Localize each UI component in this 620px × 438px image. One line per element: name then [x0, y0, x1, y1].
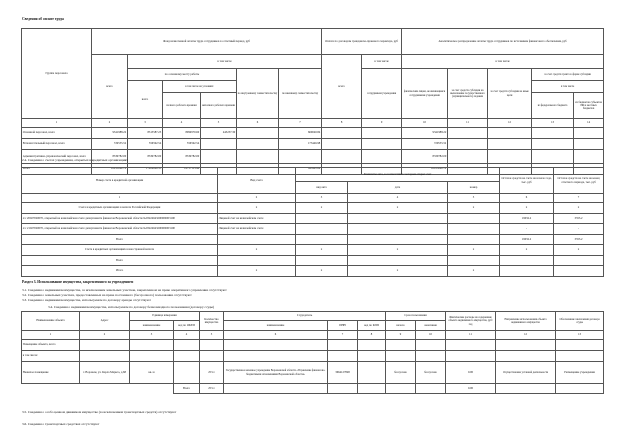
note-3-2: 3.2. Сведения о земельных участках, предоставленных на праве постоянного (бессрочного) пользования отсутствуют: [22, 293, 192, 297]
account-row: Итого х х х х: [22, 266, 604, 277]
account-name: Счета в кредитных организациях в иностранной валюте: [22, 245, 218, 256]
accounts-table: Номер счета в кредитной организации Вид счета Реквизиты акта, в соответствии с которым открыт счет Остаток средств на счете на начало года, тыс. руб Остаток средств на счете на конец отчетного периода, тыс. руб вид акта дата номер 1 2 3 4 5 6 7 Счета в кредитных организациях в валюте Российской Федерации х х х х х х л/с 20027020070, открытый на казначейском счете департамента финансов Воронежской области №03224643200000003100 Лицевой счет на казначейском счете 19032.2 3353.2 л/с 21027020070, открытый на казначейском счете департамента финансов Воронежской области №03224643200000003100 Лицевой счет на казначейском счете - - Всего 19032.2 3353.2 Счета в кредитных организациях в иностранной валюте х х х х х х Всего Итого х х х х: [21, 167, 604, 277]
account-name: Итого: [22, 266, 218, 277]
fund-header: Фонд начисленной оплаты труда сотрудников за отчетный период, руб: [92, 29, 322, 55]
account-name: Счета в кредитных организациях в валюте Российской Федерации: [22, 203, 218, 214]
account-name: л/с 21027020070, открытый на казначейском счете департамента финансов Воронежской области №03224643200000003100: [22, 224, 218, 235]
salary-table: Группа персонала Фонд начисленной оплаты труда сотрудников за отчетный период, руб Оплата по договорам гражданско-правового характера, руб Аналитическое распределение оплаты труда сотрудников по источникам финансового обеспечения, руб всего в том числе всего в том числе в том числе по основному месту работы по внутреннему совместительству по внешнему совместительству сотрудникам учреждения физическим лицам, не являющимся сотрудниками учреждения за счет средств субсидии на выполнение государственного (муниципального) задания за счет средств субсидии на иные цели за счет средств гранта в форме субсидии всего в том числе на условиях: в том числе полного рабочего времени неполного рабочего времени из федерального бюджета из бюджетов субъектов РФ и местных бюджетов 1 2 3 4 5 6 7 8 9 10 11 12 13 14 Основной персонал, всего 9341988.22 8315587.25 8099970.60 445237.30 669040.84 9341988.22 Вспомогательный персонал, всего 729555.52 556592.54 556592.54 173446.98 729555.52 Административно-управленческий персонал, всего 8339782.00 8339782.00 8339782.00 8339782.00 Итого 18015242.70 17209660.33 16737115.44 843461.89 18015242.70: [21, 28, 604, 175]
salary-section-title: Сведения об оплате труда: [22, 17, 64, 21]
account-row: Счета в кредитных организациях в иностранной валюте х х х х х х: [22, 245, 604, 256]
note-3-3: 3.3. Сведения о недвижимом имуществе, используемом по договору аренды отсутствуют: [22, 298, 151, 302]
property-section-title: Раздел 3. Использование имущества, закрепленного за учреждением: [22, 280, 134, 284]
account-row: л/с 21027020070, открытый на казначейском счете департамента финансов Воронежской области №03224643200000003100 Лицевой счет на казначейском счете - -: [22, 224, 604, 235]
group-name: Вспомогательный персонал, всего: [22, 139, 92, 150]
account-name: Всего: [22, 255, 218, 266]
salary-row: Основной персонал, всего 9341988.22 8315587.25 8099970.60 445237.30 669040.84 9341988.22: [22, 128, 604, 139]
salary-row: Итого 18015242.70 17209660.33 16737115.44 843461.89 18015242.70: [22, 164, 604, 175]
loan-table: Наименование объекта Адрес Единица измерения Количество имущества Ссудодатель Срок пользования Фактические расходы на содержание объекта недвижимого имущества, руб/год Направление использования объекта недвижимого имущества Обоснование заключения договора ссуды наименование код по ОКЕИ наименование ИНН код по КПП начало окончание 1 2 3 4 5 6 7 8 9 10 11 12 13 Помещение объекта, всего в том числе: Нежилое помещение г. Воронеж, ул. Карла Маркса, д.68 кв. м 253.1 Государственное казенное учреждение Воронежской области «Управление финансово-бюджетными отношениями Воронежской области» 3664127848 бессрочно бессрочно 0.00 Осуществление уставной деятельности Размещение учреждения Всего 253.1 0.00: [21, 311, 604, 394]
salary-row: Вспомогательный персонал, всего 729555.52 556592.54 556592.54 173446.98 729555.52: [22, 139, 604, 150]
note-3-5: 3.5. Сведения о особо ценном движимом имуществе (за исключением транспортных средств) отсутствуют: [22, 410, 177, 414]
account-row: Счета в кредитных организациях в валюте Российской Федерации х х х х х х: [22, 203, 604, 214]
note-3-1: 3.1. Сведения о недвижимом имуществе, за исключением земельных участков, закрепленном на праве оперативного управления отсутствуют: [22, 288, 227, 292]
accounts-section-title: 2.4. Сведения о счетах учреждения, открытых в кредитных организациях: [22, 158, 128, 162]
account-row: л/с 20027020070, открытый на казначейском счете департамента финансов Воронежской области №03224643200000003100 Лицевой счет на казначейском счете 19032.2 3353.2: [22, 213, 604, 224]
loan-table-caption: 3.4. Сведения о недвижимом имуществе, используемом по договору безвозмездного пользования (договору ссуды): [48, 305, 215, 309]
group-name: Административно-управленческий персонал, всего: [22, 150, 92, 164]
note-3-6: 3.6. Сведения о транспортных средствах отсутствуют: [22, 422, 100, 426]
account-header: Номер счета в кредитной организации: [22, 168, 218, 194]
account-name: л/с 20027020070, открытый на казначейском счете департамента финансов Воронежской области №03224643200000003100: [22, 213, 218, 224]
group-name: Основной персонал, всего: [22, 128, 92, 139]
account-name: Всего: [22, 234, 218, 245]
column-numbers-row: 1 2 3 4 5 6 7 8 9 10 11 12 13 14: [22, 119, 604, 128]
loan-total-row: Всего 253.1 0.00: [22, 384, 604, 394]
salary-row: Административно-управленческий персонал, всего 8339782.00 8339782.00 8339782.00 8339782.00: [22, 150, 604, 164]
group-header: Группа персонала: [22, 29, 92, 119]
account-row: Всего 19032.2 3353.2: [22, 234, 604, 245]
group-name: Итого: [22, 164, 92, 175]
account-row: [22, 255, 604, 266]
loan-row: Нежилое помещение г. Воронеж, ул. Карла Маркса, д.68 кв. м 253.1 Государственное казенное учреждение Воронежской области «Управление финансово-бюджетными отношениями Воронежской области» 3664127848 бессрочно бессрочно 0.00 Осуществление уставной деятельности Размещение учреждения: [22, 362, 604, 384]
analytic-header: Аналитическое распределение оплаты труда сотрудников по источникам финансового обеспечения, руб: [402, 29, 604, 55]
contract-header: Оплата по договорам гражданско-правового характера, руб: [322, 29, 402, 55]
